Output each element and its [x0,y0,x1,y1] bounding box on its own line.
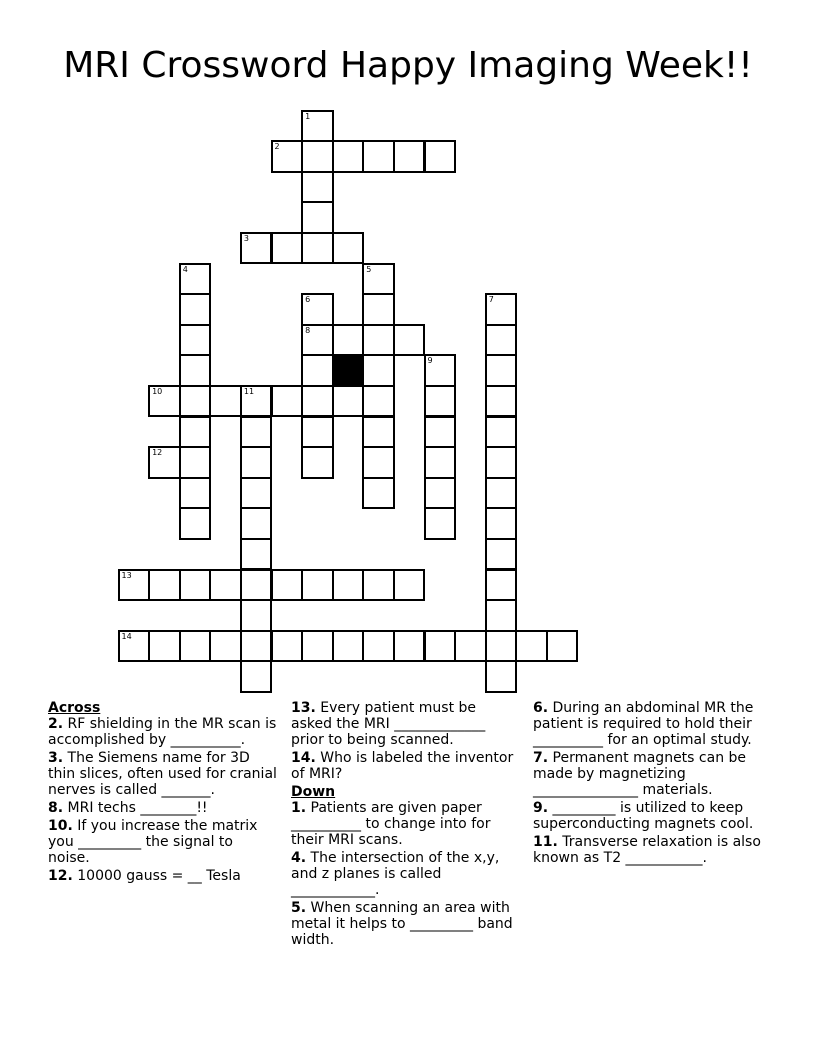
crossword-cell[interactable] [485,630,518,663]
clue-number-label: 14 [121,631,132,641]
clue-number: 3. [48,750,64,766]
clue-down-5 [291,900,521,948]
clue-number-label: 10 [152,386,163,396]
crossword-cell[interactable] [485,354,518,387]
crossword-cell[interactable] [301,110,334,143]
crossword-cell[interactable] [118,630,151,663]
clue-across-8 [48,800,278,816]
crossword-cell[interactable] [362,630,395,663]
clue-across-12 [48,868,278,884]
clue-down-1 [291,800,521,848]
clue-number: 4. [291,850,307,866]
crossword-cell[interactable] [301,232,334,265]
clues-column-3 [533,700,773,868]
crossword-cell[interactable] [240,232,273,265]
crossword-cell[interactable] [393,630,426,663]
crossword-cell[interactable] [148,385,181,418]
crossword-cell[interactable] [301,569,334,602]
crossword-cell[interactable] [209,385,242,418]
crossword-cell[interactable] [240,507,273,540]
crossword-cell[interactable] [301,446,334,479]
clue-number-label: 1 [305,111,311,121]
crossword-cell[interactable] [179,630,212,663]
crossword-cell[interactable] [271,140,304,173]
crossword-cell[interactable] [271,385,304,418]
crossword-cell[interactable] [240,385,273,418]
clue-number-label: 8 [305,325,311,335]
puzzle-title: MRI Crossword Happy Imaging Week!! [63,45,753,86]
crossword-cell[interactable] [362,140,395,173]
clue-number-label: 6 [305,295,311,305]
crossword-cell[interactable] [332,569,365,602]
clue-number: 14. [291,750,316,766]
crossword-cell[interactable] [485,324,518,357]
crossword-cell[interactable] [424,140,457,173]
crossword-cell[interactable] [240,477,273,510]
crossword-cell[interactable] [424,446,457,479]
clue-number: 5. [291,900,307,916]
crossword-cell[interactable] [148,630,181,663]
crossword-cell[interactable] [485,599,518,632]
clue-text: RF shielding in the MR scan is accomplished by __________. [48,716,277,748]
crossword-cell[interactable] [240,630,273,663]
clue-number: 6. [533,700,549,716]
across-heading: Across [48,700,101,716]
clue-number-label: 5 [366,264,372,274]
crossword-cell[interactable] [179,416,212,449]
clue-number: 8. [48,800,64,816]
crossword-cell[interactable] [301,354,334,387]
crossword-cell[interactable] [393,140,426,173]
clue-down-6 [533,700,773,748]
crossword-cell[interactable] [240,446,273,479]
crossword-cell[interactable] [485,569,518,602]
clue-number: 1. [291,800,307,816]
crossword-cell[interactable] [301,140,334,173]
crossword-cell[interactable] [209,569,242,602]
crossword-cell[interactable] [271,232,304,265]
clue-text: During an abdominal MR the patient is required to hold their __________ for an optimal study. [533,700,754,748]
clue-across-3 [48,750,278,798]
crossword-cell[interactable] [301,324,334,357]
crossword-cell[interactable] [485,660,518,693]
crossword-cell[interactable] [271,569,304,602]
clue-text: _________ is utilized to keep superconducting magnets cool. [533,800,754,832]
clue-number-label: 13 [121,570,132,580]
crossword-cell[interactable] [485,538,518,571]
crossword-cell[interactable] [179,324,212,357]
crossword-cell[interactable] [546,630,579,663]
crossword-cell[interactable] [179,293,212,326]
crossword-cell[interactable] [179,385,212,418]
clue-down-4 [291,850,521,898]
clue-text: 10000 gauss = __ Tesla [72,868,241,884]
crossword-cell[interactable] [332,630,365,663]
crossword-cell[interactable] [332,385,365,418]
crossword-cell[interactable] [362,477,395,510]
clues-column-2 [291,700,521,950]
clue-across-13 [291,700,521,748]
crossword-black-cell [332,354,365,387]
clue-number: 9. [533,800,549,816]
crossword-cell[interactable] [301,416,334,449]
crossword-cell[interactable] [424,477,457,510]
clue-number: 11. [533,834,558,850]
crossword-cell[interactable] [179,354,212,387]
clue-text: If you increase the matrix you _________ the signal to noise. [48,818,258,866]
crossword-cell[interactable] [485,507,518,540]
clue-text: Permanent magnets can be made by magnetizing _______________ materials. [533,750,747,798]
crossword-cell[interactable] [332,232,365,265]
clue-number: 13. [291,700,316,716]
crossword-cell[interactable] [179,446,212,479]
clue-text: The Siemens name for 3D thin slices, often used for cranial nerves is called _______. [48,750,277,798]
crossword-cell[interactable] [393,324,426,357]
crossword-cell[interactable] [240,599,273,632]
crossword-cell[interactable] [332,140,365,173]
clue-across-10 [48,818,278,866]
clue-across-14 [291,750,521,782]
crossword-cell[interactable] [118,569,151,602]
crossword-cell[interactable] [362,354,395,387]
crossword-cell[interactable] [362,416,395,449]
crossword-cell[interactable] [332,324,365,357]
crossword-cell[interactable] [485,385,518,418]
crossword-cell[interactable] [301,385,334,418]
clue-number: 12. [48,868,73,884]
crossword-cell[interactable] [485,477,518,510]
crossword-cell[interactable] [424,416,457,449]
crossword-cell[interactable] [362,569,395,602]
crossword-cell[interactable] [209,630,242,663]
clue-number-label: 9 [427,356,433,366]
clue-number-label: 12 [152,448,163,458]
clue-text: When scanning an area with metal it helps to _________ band width. [291,900,513,948]
clues-column-1 [48,700,278,886]
crossword-cell[interactable] [515,630,548,663]
crossword-cell[interactable] [454,630,487,663]
clue-number-label: 4 [182,264,188,274]
clue-number: 10. [48,818,73,834]
crossword-cell[interactable] [485,416,518,449]
crossword-cell[interactable] [148,569,181,602]
clue-number: 7. [533,750,549,766]
clue-number-label: 11 [243,386,255,396]
crossword-cell[interactable] [179,569,212,602]
clue-across-2 [48,716,278,748]
crossword-cell[interactable] [393,569,426,602]
crossword-cell[interactable] [301,293,334,326]
clue-number-label: 2 [274,142,280,152]
crossword-cell[interactable] [301,201,334,234]
crossword-cell[interactable] [179,477,212,510]
crossword-cell[interactable] [362,324,395,357]
crossword-cell[interactable] [424,385,457,418]
clue-number-label: 3 [243,233,249,243]
crossword-cell[interactable] [179,263,212,296]
crossword-cell[interactable] [362,446,395,479]
crossword-cell[interactable] [179,507,212,540]
crossword-cell[interactable] [424,354,457,387]
clue-down-9 [533,800,773,832]
crossword-cell[interactable] [271,630,304,663]
crossword-cell[interactable] [240,569,273,602]
crossword-cell[interactable] [240,660,273,693]
crossword-cell[interactable] [240,416,273,449]
clue-text: Transverse relaxation is also known as T2 ___________. [533,834,761,866]
crossword-cell[interactable] [424,630,457,663]
crossword-cell[interactable] [148,446,181,479]
crossword-cell[interactable] [301,630,334,663]
crossword-cell[interactable] [485,293,518,326]
clue-text: The intersection of the x,y, and z planes is called ____________. [291,850,500,898]
crossword-cell[interactable] [485,446,518,479]
down-heading: Down [291,784,336,800]
clue-text: Who is labeled the inventor of MRI? [291,750,514,782]
clue-down-7 [533,750,773,798]
clue-down-11 [533,834,773,866]
clue-number: 2. [48,716,64,732]
clue-text: MRI techs ________!! [63,800,208,816]
crossword-cell[interactable] [424,507,457,540]
crossword-cell[interactable] [240,538,273,571]
crossword-cell[interactable] [362,385,395,418]
crossword-cell[interactable] [301,171,334,204]
crossword-cell[interactable] [362,293,395,326]
clue-number-label: 7 [488,295,494,305]
clue-text: Every patient must be asked the MRI _____________ prior to being scanned. [291,700,486,748]
clue-text: Patients are given paper __________ to change into for their MRI scans. [291,800,491,848]
crossword-cell[interactable] [362,263,395,296]
